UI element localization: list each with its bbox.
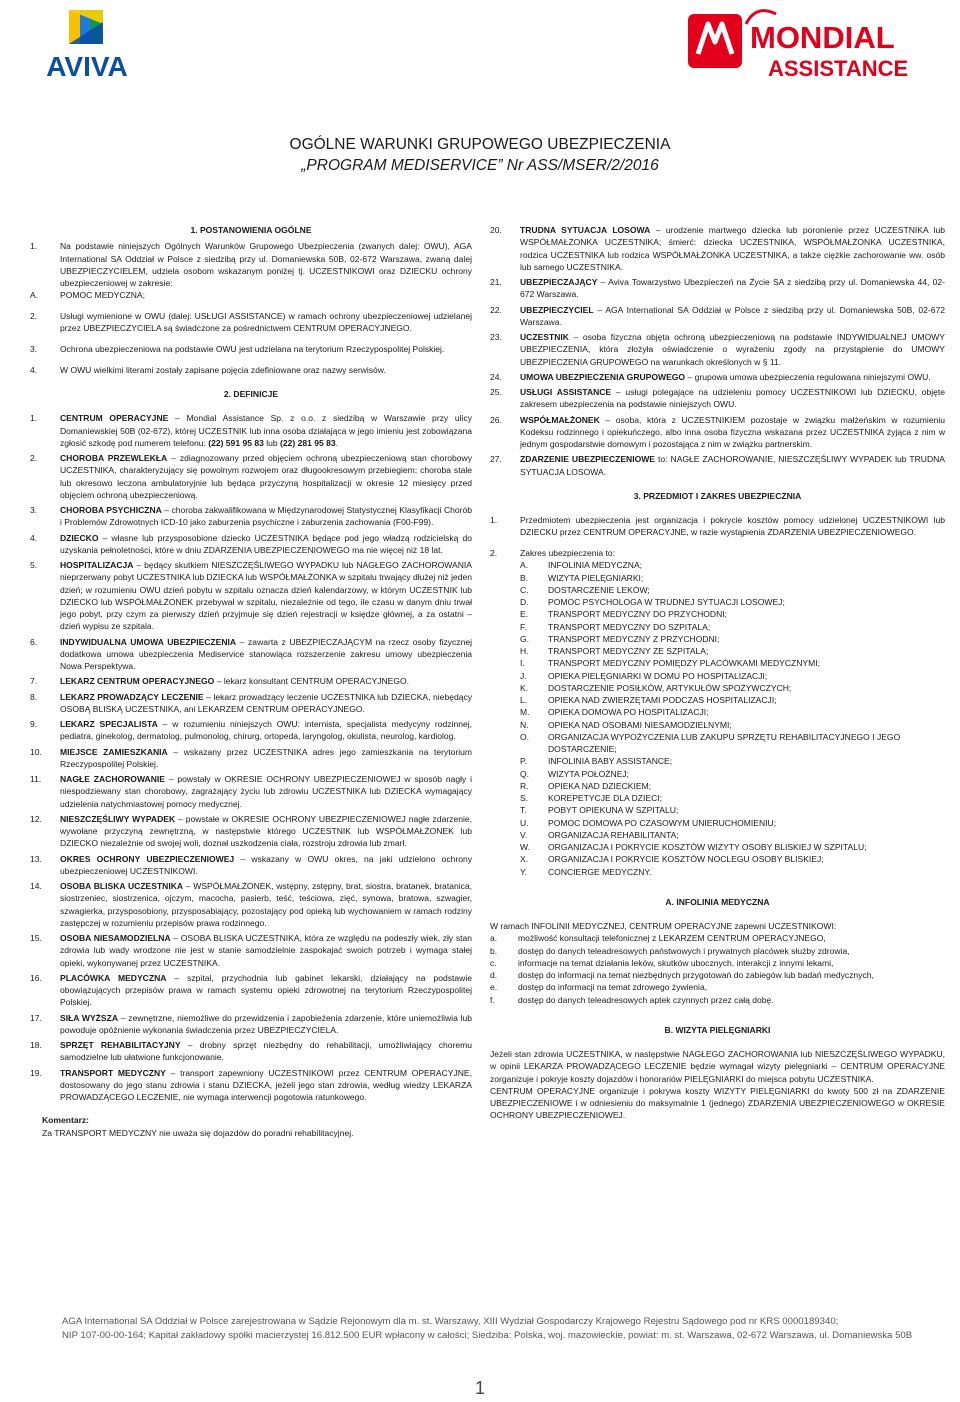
svg-text:ASSISTANCE: ASSISTANCE: [768, 56, 909, 81]
scope-list-item: O. ORGANIZACJA WYPOŻYCZENIA LUB ZAKUPU SPRZĘTU REHABILITACYJNEGO I JEGO DOSTARCZENIE;: [520, 731, 901, 754]
scope-list-item: B. WIZYTA PIELĘGNIARKI;: [520, 572, 644, 583]
definition-item: 12. NIESZCZĘŚLIWY WYPADEK – powstałe w OKRESIE OCHRONY UBEZPIECZENIOWEJ nagłe zdarzenie, wywołane przyczyną zewnętrzną, w następstwie którego UCZESTNIK lub WSPÓŁMAŁŻONEK lub DZIECKO niezależnie od swojej woli, doznał uszkodzenia ciała, rozstroju zdrowia lub zmarł.: [30, 813, 472, 849]
legal-footer: [62, 1315, 922, 1343]
infolinia-list-item: f. dostęp do danych teleadresowych aptek czynnych przez całą dobę.: [490, 994, 774, 1005]
svg-text:MONDIAL: MONDIAL: [750, 20, 895, 55]
section-a-intro: W ramach INFOLINII MEDYCZNEJ, CENTRUM OPERACYJNE zapewni UCZESTNIKOWI:: [490, 921, 837, 931]
comment-text: Za TRANSPORT MEDYCZNY nie uważa się dojazdów do poradni rehabilitacyjnej.: [42, 1127, 354, 1138]
definition-item: 14. OSOBA BLISKA UCZESTNIKA – WSPÓŁMAŁŻONEK, wstępny, zstępny, brat, siostra, bratanek, bratanica, siostrzeniec, siostrzenica, ojczym, macocha, pasierb, teść, teściowa, zięć, synowa, bratowa, szwagier, szwagierka, przysposobiony, przysposabiający, pozostający pod opieką lub wychowaniem w ramach rodziny zastępczej w rozumieniu przepisów prawa rodzinnego.: [30, 881, 472, 928]
definition-item: 21. UBEZPIECZAJĄCY – Aviva Towarzystwo Ubezpieczeń na Życie SA z siedzibą przy ul. Domaniewska 44, 02-672 Warszawa.: [490, 277, 945, 300]
definition-item: 9. LEKARZ SPECJALISTA – w rozumieniu niniejszych OWU: internista, specjalista medycyny rodzinnej, pediatra, ginekolog, dermatolog, pulmonolog, chirurg, ortopeda, laryngolog, okulista, neurolog, kardiolog.: [30, 719, 472, 742]
comment-box: [42, 1114, 472, 1139]
scope-list-item: L. OPIEKA NAD ZWIERZĘTAMI PODCZAS HOSPITALIZACJI;: [520, 695, 777, 705]
footer-line-1: AGA International SA Oddział w Polsce zarejestrowana w Sądzie Rejonowym dla m. st. Warszawy, XIII Wydział Gospodarczy Krajowego Rejestru Sądowego pod nr KRS 0000189340;: [62, 1316, 839, 1327]
infolinia-list-item: a. możliwość konsultacji telefonicznej z LEKARZEM CENTRUM OPERACYJNEGO,: [490, 933, 826, 944]
definition-item: 3. CHOROBA PSYCHICZNA – choroba zakwalifikowana w Międzynarodowej Statystycznej Klasyfikacji Chorób i Problemów Zdrowotnych ICD-10 jako zaburzenia psychiczne i zaburzenia zachowania (F00-F99).: [30, 505, 472, 528]
general-item-4: 4. W OWU wielkimi literami zostały zapisane pojęcia zdefiniowane oraz nazwy serwisów.: [30, 364, 386, 375]
infolinia-list-item: c. informacje na temat działania leków, skutków ubocznych, interakcji z innymi lekami,: [490, 957, 834, 968]
document-title: [0, 134, 960, 176]
scope-list-item: Q. WIZYTA POŁOŻNEJ;: [520, 768, 630, 779]
scope-list-item: I. TRANSPORT MEDYCZNY POMIĘDZY PLACÓWKAMI MEDYCZNYMI;: [520, 658, 820, 669]
definitions-list-continued: [490, 224, 945, 478]
scope-list-item: T. POBYT OPIEKUNA W SZPITALU;: [520, 805, 679, 816]
scope-list-item: C. DOSTARCZENIE LEKÓW;: [520, 584, 650, 595]
definition-item: 13. OKRES OCHRONY UBEZPIECZENIOWEJ – wskazany w OWU okres, na jaki udzielono ochrony ubezpieczeniowej UCZESTNIKOWI.: [30, 853, 472, 876]
definition-item: 27. ZDARZENIE UBEZPIECZENIOWE to: NAGŁE ZACHOROWANIE, NIESZCZĘŚLIWY WYPADEK lub TRUDNA SYTUACJA LOSOWA.: [490, 454, 945, 477]
left-column: [30, 224, 472, 1139]
section-a-list: [490, 932, 945, 1006]
scope-list-item: N. OPIEKA NAD OSOBAMI NIESAMODZIELNYMI;: [520, 719, 732, 730]
definition-item: 4. DZIECKO – własne lub przysposobione dziecko UCZESTNIKA będące pod jego władzą rodzicielską do uzyskania pełnoletności, które w dniu ZDARZENIA UBEZPIECZENIOWEGO ma nie więcej niż 18 lat.: [30, 532, 472, 555]
general-item-2: 2. Usługi wymienione w OWU (dalej: USŁUGI ASSISTANCE) w ramach ochrony ubezpieczeniowej udzielanej przez UBEZPIECZYCIELA są świadczone za pośrednictwem CENTRUM OPERACYJNEGO.: [30, 311, 472, 334]
general-item-3: 3. Ochrona ubezpieczeniowa na podstawie OWU jest udzielana na terytorium Rzeczypospolitej Polskiej.: [30, 344, 445, 354]
definition-item: 15. OSOBA NIESAMODZIELNA – OSOBA BLISKA UCZESTNIKA, która ze względu na podeszły wiek, zły stan zdrowia lub wady wrodzone nie jest w stanie samodzielnie zaspokajać swoich potrzeb i wymaga stałej opieki, wykonywanej przez UCZESTNIKA.: [30, 933, 473, 968]
comment-title: Komentarz:: [42, 1115, 90, 1126]
definition-item: 1. CENTRUM OPERACYJNE – Mondial Assistance Sp. z o.o. z siedzibą w Warszawie przy ulicy Domaniewskiej 50B (02-672), której UCZESTNIK lub inna osoba działająca w jego imieniu jest zobowiązana zgłosić szkodę pod numerem telefonu: (22) 591 95 83 lub (22) 281 95 83.: [30, 413, 472, 448]
definition-item: 10. MIEJSCE ZAMIESZKANIA – wskazany przez UCZESTNIKA adres jego zamieszkania na terytorium Rzeczypospolitej Polskiej.: [30, 746, 472, 769]
definition-item: 22. UBEZPIECZYCIEL – AGA International SA Oddział w Polsce z siedzibą przy ul. Domaniewska 50B, 02-672 Warszawa.: [490, 304, 945, 327]
definition-item: 17. SIŁA WYŻSZA – zewnętrzne, niemożliwe do przewidzenia i zapobieżenia zdarzenie, które uniemożliwia lub powoduje opóźnienie wykonania świadczenia przez UBEZPIECZYCIELA.: [30, 1012, 472, 1035]
scope-list-item: Y. CONCIERGE MEDYCZNY.: [520, 866, 652, 877]
definition-item: 11. NAGŁE ZACHOROWANIE – powstały w OKRESIE OCHRONY UBEZPIECZENIOWEJ w sposób nagły i niespodziewany stan chorobowy, zagrażający życiu lub zdrowiu UCZESTNIKA lub DZIECKA wymagający udzielenia natychmiastowej pomocy medycznej.: [30, 774, 473, 809]
section-a-heading: A. INFOLINIA MEDYCZNA: [665, 896, 770, 907]
scope-list-item: W. ORGANIZACJA I POKRYCIE KOSZTÓW WIZYTY OSOBY BLISKIEJ W SZPITALU;: [520, 842, 867, 852]
definition-item: 5. HOSPITALIZACJA – będący skutkiem NIESZCZĘŚLIWEGO WYPADKU lub NAGŁEGO ZACHOROWANIA nieprzerwany pobyt UCZESTNIKA lub DZIECKA lub WSPÓŁMAŁŻONKA w szpitalu trwający dłużej niż jeden dzień; w rozumieniu OWU dzień pobytu w szpitalu oznacza dzień kalendarzowy, w którym UCZESTNIK lub DZIECKO lub WSPÓŁMAŁŻONEK przebywał w szpitalu, niezależnie od tego, ile czasu w danym dniu trwał jego pobyt, przy czym za pierwszy dzień przyjmuje się dzień rejestracji w księdze głównej, a za ostatni – dzień wypisu ze szpitala.: [30, 560, 472, 632]
section-1-heading: 1. POSTANOWIENIA OGÓLNE: [190, 225, 312, 235]
section-b-paragraph-1: Jeżeli stan zdrowia UCZESTNIKA, w następstwie NAGŁEGO ZACHOROWANIA lub NIESZCZĘŚLIWEGO WYPADKU, w opinii LEKARZA PROWADZĄCEGO LECZENIE będzie wymagał wizyty pielęgniarki – CENTRUM OPERACYJNE zorganizuje i pokryje koszty dojazdów i honorariów PIELĘGNIARKI do miejsca pobytu UCZESTNIKA.: [490, 1049, 945, 1084]
scope-list: [520, 559, 945, 878]
section-3-heading: 3. PRZEDMIOT I ZAKRES UBEZPIECZNIA: [633, 490, 802, 501]
aviva-logo: [36, 10, 138, 78]
scope-list-item: M. OPIEKA DOMOWA PO HOSPITALIZACJI;: [520, 707, 709, 718]
scope-list-item: F. TRANSPORT MEDYCZNY DO SZPITALA;: [520, 621, 711, 632]
scope-item-1: 1. Przedmiotem ubezpieczenia jest organizacja i pokrycie kosztów pomocy udzielonej UCZESTNIKOWI lub DZIECKU przez CENTRUM OPERACYJNE, w razie wystąpienia ZDARZENIA UBEZPIECZENIOWEGO.: [490, 515, 945, 538]
title-line-1: OGÓLNE WARUNKI GRUPOWEGO UBEZPIECZENIA: [289, 136, 671, 153]
definition-item: 23. UCZESTNIK – osoba fizyczna objęta ochroną ubezpieczeniową na podstawie INDYWIDUALNEJ UMOWY UBEZPIECZENIA, która złożyła oświadczenie o wyrażeniu zgody na przystąpienie do UMOWY UBEZPIECZENIA GRUPOWEGO na warunkach określonych w § 11.: [490, 332, 945, 367]
scope-list-item: R. OPIEKA NAD DZIECKIEM;: [520, 780, 652, 791]
infolinia-list-item: b. dostęp do danych teleadresowych państwowych i prywatnych placówek służby zdrowia,: [490, 945, 850, 956]
scope-list-item: U. POMOC DOMOWA PO CZASOWYM UNIERUCHOMIENIU;: [520, 817, 777, 828]
scope-list-item: E. TRANSPORT MEDYCZNY DO PRZYCHODNI;: [520, 609, 728, 620]
definition-item: 16. PLACÓWKA MEDYCZNA – szpital, przychodnia lub gabinet lekarski, działający na podstawie obowiązujących przepisów prawa w ramach systemu opieki zdrowotnej na terytorium Rzeczypospolitej Polskiej.: [30, 972, 472, 1008]
section-2-heading: 2. DEFINICJE: [223, 389, 279, 399]
definition-item: 25. USŁUGI ASSISTANCE – usługi polegające na udzieleniu pomocy UCZESTNIKOWI lub DZIECKU, objęte zakresem ubezpieczenia na podstawie niniejszych OWU.: [490, 387, 945, 410]
title-line-2: „PROGRAM MEDISERVICE” Nr ASS/MSER/2/2016: [301, 157, 659, 174]
infolinia-list-item: d. dostęp do informacji na temat niezbędnych przygotowań do zabiegów lub badań medycznych,: [490, 970, 874, 980]
scope-list-item: H. TRANSPORT MEDYCZNY ZE SZPITALA;: [520, 646, 709, 656]
scope-list-item: K. DOSTARCZENIE POSIŁKÓW, ARTYKUŁÓW SPOŻYWCZYCH;: [520, 682, 792, 693]
footer-line-2: NIP 107-00-00-164; Kapitał zakładowy spółki macierzystej 16.812.500 EUR wpłacony w całości; Siedziba: Polska, woj. mazowieckie, powiat: m. st. Warszawa, 02-672 Warszawa, ul. Domaniewska 50B: [62, 1330, 913, 1341]
infolinia-list-item: e. dostęp do informacji na temat zdrowego żywienia,: [490, 982, 708, 993]
scope-item-2: 2. Zakres ubezpieczenia to:: [490, 548, 616, 558]
general-item-1: 1. Na podstawie niniejszych Ogólnych Warunków Grupowego Ubezpieczenia (zwanych dalej: OWU), AGA International SA Oddział w Polsce z siedzibą przy ul. Domaniewska 50B, 02-672 Warszawa, zwaną dalej UBEZPIECZYCIELEM, udziela osobom wskazanym poniżej tj. UCZESTNIKOWI oraz DZIECKU ochrony ubezpieczeniowej w zakresie:: [30, 241, 472, 288]
scope-list-item: A. INFOLINIA MEDYCZNA;: [520, 560, 643, 571]
definition-item: 20. TRUDNA SYTUACJA LOSOWA – urodzenie martwego dziecka lub poronienie przez UCZESTNIKA lub WSPÓŁMAŁŻONKA UCZESTNIKA; śmierć: dziecka UCZESTNIKA, WSPÓŁMAŁŻONKA UCZESTNIKA, rodzica UCZESTNIKA lub rodzica WSPÓŁMAŁŻONKA UCZESTNIKA, a także ciężkie zachorowanie ww. osób lub samego UCZESTNIKA.: [490, 225, 946, 272]
scope-list-item: V. ORGANIZACJA REHABILITANTA;: [520, 829, 679, 840]
scope-list-item: G. TRANSPORT MEDYCZNY Z PRZYCHODNI;: [520, 633, 720, 644]
scope-list-item: S. KOREPETYCJE DLA DZIECI;: [520, 793, 662, 803]
scope-list-item: D. POMOC PSYCHOLOGA W TRUDNEJ SYTUACJI LOSOWEJ;: [520, 597, 785, 607]
definition-item: 24. UMOWA UBEZPIECZENIA GRUPOWEGO – grupowa umowa ubezpieczenia regulowana niniejszymi OWU.: [490, 371, 931, 382]
page-number: 1: [474, 1378, 485, 1398]
definitions-list: [30, 412, 472, 1103]
right-column: [490, 224, 945, 1122]
definition-item: 8. LEKARZ PROWADZĄCY LECZENIE – lekarz prowadzący leczenie UCZESTNIKA lub DZIECKA, niebędący OSOBĄ BLISKĄ UCZESTNIKA, ani LEKARZEM CENTRUM OPERACYJNEGO.: [30, 691, 472, 714]
section-b-paragraph-2: CENTRUM OPERACYJNE organizuje i pokrywa koszty WIZYTY PIELĘGNIARKI do kwoty 500 zł na ZDARZENIE UBEZPIECZENIOWE i w odniesieniu do maksymalnie 1 (jednego) ZDARZENIA UBEZPIECZENIOWEGO w OKRESIE OCHRONY UBEZPIECZENIOWEJ.: [490, 1085, 945, 1121]
mondial-assistance-logo: [686, 4, 956, 82]
scope-list-item: J. OPIEKA PIELĘGNIARKI W DOMU PO HOSPITALIZACJI;: [520, 670, 768, 681]
scope-list-item: P. INFOLINIA BABY ASSISTANCE;: [520, 756, 673, 767]
definition-item: 7. LEKARZ CENTRUM OPERACYJNEGO – lekarz konsultant CENTRUM OPERACYJNEGO.: [30, 676, 410, 687]
definition-item: 2. CHOROBA PRZEWLEKŁA – zdiagnozowany przed objęciem ochroną ubezpieczeniową stan chorobowy UCZESTNIKA, charakteryzujący się powolnym rozwojem oraz długookresowym przebiegiem; choroba stale lub okresowo leczona ambulatoryjnie lub będąca przyczyną hospitalizacji w okresie 12 miesięcy przed objęciem ochroną ubezpieczeniową.: [30, 453, 472, 500]
definition-item: 6. INDYWIDUALNA UMOWA UBEZPIECZENIA – zawarta z UBEZPIECZAJĄCYM na rzecz osoby fizycznej dodatkowa umowa ubezpieczenia Mediservice stanowiąca rozszerzenie zakresu umowy ubezpieczenia Nowa Perspektywa.: [30, 636, 472, 671]
general-item-a: A. POMOC MEDYCZNA;: [30, 290, 145, 301]
definition-item: 18. SPRZĘT REHABILITACYJNY – drobny sprzęt niezbędny do rehabilitacji, umożliwiający choremu samodzielne lub ułatwione funkcjonowanie.: [30, 1040, 472, 1063]
section-b-heading: B. WIZYTA PIELĘGNIARKI: [664, 1024, 771, 1035]
definition-item: 19. TRANSPORT MEDYCZNY – transport zapewniony UCZESTNIKOWI przez CENTRUM OPERACYJNE, dostosowany do jego stanu zdrowia i stanu DZIECKA, jeżeli jego stan zdrowia, według wiedzy LEKARZA PROWADZĄCEGO LECZENIE, nie wymaga interwencji pogotowia ratunkowego.: [30, 1067, 473, 1102]
scope-list-item: X. ORGANIZACJA I POKRYCIE KOSZTÓW NOCLEGU OSOBY BLISKIEJ;: [520, 854, 824, 865]
definition-item: 26. WSPÓŁMAŁŻONEK – osoba, która z UCZESTNIKIEM pozostaje w związku małżeńskim w rozumieniu Kodeksu rodzinnego i opiekuńczego, albo inna osoba fizyczna wskazana przez UCZESTNIKA żyjąca z nim w jednym gospodarstwie domowym i pozostająca z nim w związku partnerskim.: [490, 414, 945, 449]
svg-text:AVIVA: AVIVA: [46, 51, 128, 78]
